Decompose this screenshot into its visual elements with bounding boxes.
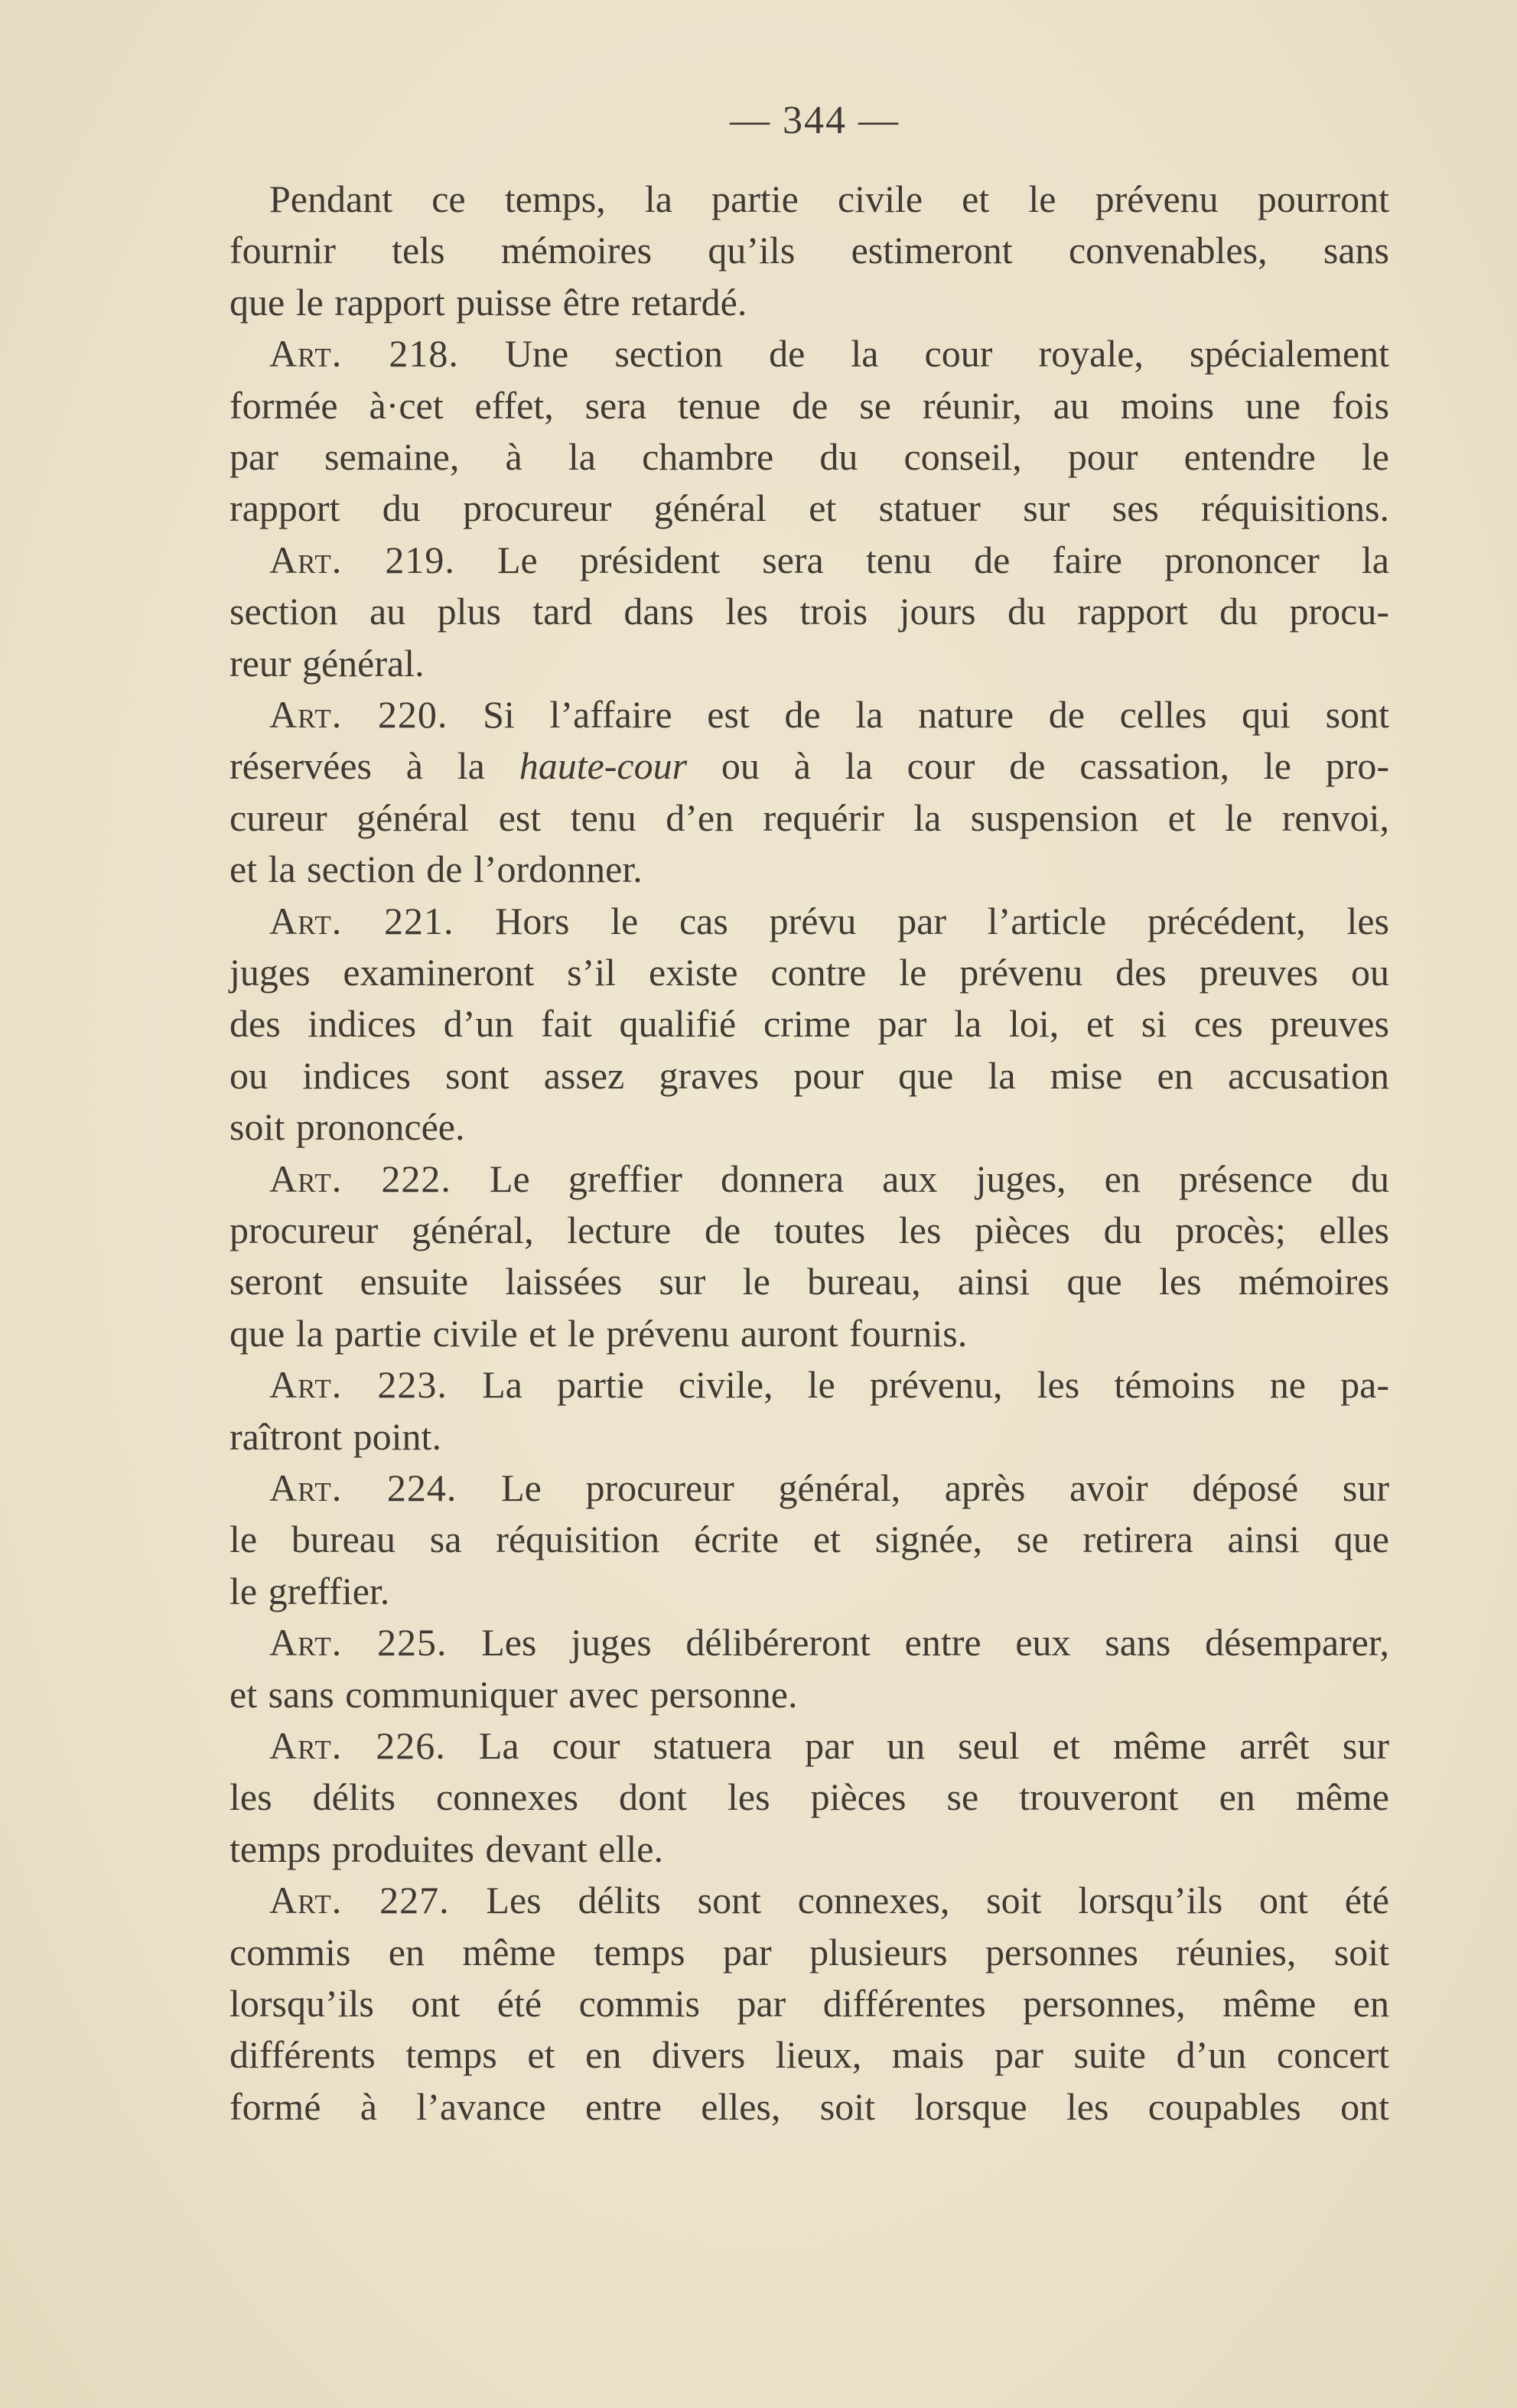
text-line <box>230 637 1389 689</box>
line-text: reur général. <box>230 641 425 685</box>
article-label: Art. 224. <box>269 1466 457 1509</box>
line-text: soit prononcée. <box>230 1105 465 1149</box>
line-text: différents temps et en divers lieux, mais par suite d’un concert <box>230 2033 1389 2077</box>
text-line <box>269 1359 1389 1411</box>
line-text: fournir tels mémoires qu’ils estimeront convenables, sans <box>230 229 1389 272</box>
text-line <box>230 1049 1389 1101</box>
line-text: que la partie civile et le prévenu auront fournis. <box>230 1311 968 1355</box>
text-line <box>269 688 1389 740</box>
text-line <box>269 895 1389 947</box>
line-text: La partie civile, le prévenu, les témoins ne pa- <box>447 1363 1390 1407</box>
text-line <box>230 1823 1389 1875</box>
line-text: commis en même temps par plusieurs personnes réunies, soit <box>230 1930 1389 1974</box>
line-text: Hors le cas prévu par l’article précédent, les <box>454 899 1389 942</box>
text-line <box>230 1771 1389 1823</box>
text-line <box>230 276 1389 328</box>
text-line <box>269 1616 1389 1668</box>
article-label: Art. 222. <box>269 1157 451 1200</box>
article-label: Art. 218. <box>269 332 459 376</box>
line-text: temps produites devant elle. <box>230 1827 663 1870</box>
text-line <box>230 1255 1389 1307</box>
line-text: Le greffier donnera aux juges, en présence du <box>451 1157 1389 1200</box>
article-label: Art. 221. <box>269 899 454 942</box>
text-line <box>230 1513 1389 1565</box>
line-text: Les juges délibéreront entre eux sans désemparer, <box>447 1621 1390 1664</box>
article-label: Art. 227. <box>269 1879 450 1922</box>
text-line <box>269 1153 1389 1205</box>
line-text: ou à la cour de cassation, le pro- <box>687 744 1389 788</box>
line-text: rapport du procureur général et statuer sur ses réquisitions. <box>230 486 1389 530</box>
line-text: Le procureur général, après avoir déposé sur <box>457 1466 1389 1509</box>
line-text: juges examineront s’il existe contre le prévenu des preuves ou <box>230 951 1389 994</box>
line-text: section au plus tard dans les trois jours du rapport du procu- <box>230 590 1389 633</box>
line-text: raîtront point. <box>230 1414 441 1458</box>
text-line <box>269 173 1389 225</box>
text-line <box>230 843 1389 895</box>
text-line <box>230 1101 1389 1153</box>
text-line <box>230 379 1389 431</box>
text-line <box>230 1411 1389 1463</box>
line-text: Pendant ce temps, la partie civile et le prévenu pourront <box>269 177 1389 220</box>
line-text: lorsqu’ils ont été commis par différentes personnes, même en <box>230 1982 1389 2025</box>
text-line <box>230 740 1389 792</box>
text-line <box>269 1874 1389 1926</box>
text-line <box>230 2029 1389 2081</box>
line-text: réservées à la <box>230 744 519 788</box>
line-text: ou indices sont assez graves pour que la mise en accusation <box>230 1053 1389 1097</box>
line-text: Une section de la cour royale, spécialement <box>458 332 1389 376</box>
text-line <box>230 482 1389 534</box>
text-line <box>269 1462 1389 1514</box>
text-line <box>230 997 1389 1049</box>
line-text: formée à·cet effet, sera tenue de se réunir, au moins une fois <box>230 383 1389 427</box>
line-text: seront ensuite laissées sur le bureau, ainsi que les mémoires <box>230 1260 1389 1303</box>
text-line <box>230 224 1389 276</box>
line-text: Les délits sont connexes, soit lorsqu’ils ont été <box>449 1879 1390 1922</box>
text-line <box>230 946 1389 998</box>
article-label: Art. 223. <box>269 1363 448 1407</box>
line-text: par semaine, à la chambre du conseil, pour entendre le <box>230 435 1389 478</box>
text-line <box>230 585 1389 637</box>
line-text: La cour statuera par un seul et même arrêt sur <box>445 1724 1389 1767</box>
line-text: et sans communiquer avec personne. <box>230 1672 798 1716</box>
text-line <box>230 1977 1389 2029</box>
text-line <box>230 2081 1389 2133</box>
text-line <box>230 1565 1389 1617</box>
line-text: le bureau sa réquisition écrite et signée, se retirera ainsi que <box>230 1518 1389 1561</box>
text-line <box>230 792 1389 844</box>
text-line <box>230 1204 1389 1256</box>
article-label: Art. 219. <box>269 538 455 581</box>
line-text: formé à l’avance entre elles, soit lorsque les coupables ont <box>230 2084 1389 2128</box>
line-text: le greffier. <box>230 1569 390 1612</box>
text-line <box>230 1926 1389 1978</box>
line-text: procureur général, lecture de toutes les pièces du procès; elles <box>230 1209 1389 1251</box>
line-text: Si l’affaire est de la nature de celles qui sont <box>448 693 1389 736</box>
text-line <box>269 534 1389 586</box>
text-line <box>230 431 1389 483</box>
text-line <box>269 1720 1389 1772</box>
text-line <box>230 1668 1389 1720</box>
article-label: Art. 220. <box>269 693 448 736</box>
line-text: que le rapport puisse être retardé. <box>230 280 747 324</box>
line-text: les délits connexes dont les pièces se trouveront en même <box>230 1775 1389 1819</box>
italic-term: haute-cour <box>519 744 688 788</box>
line-text: et la section de l’ordonner. <box>230 848 643 891</box>
text-line <box>269 327 1389 379</box>
page-number: — 344 — <box>730 99 900 142</box>
text-line <box>230 1307 1389 1359</box>
article-label: Art. 226. <box>269 1724 446 1767</box>
line-text: Le président sera tenu de faire prononcer la <box>454 538 1389 581</box>
article-label: Art. 225. <box>269 1621 448 1664</box>
line-text: cureur général est tenu d’en requérir la suspension et le renvoi, <box>230 796 1389 839</box>
line-text: des indices d’un fait qualifié crime par la loi, et si ces preuves <box>230 1002 1389 1046</box>
